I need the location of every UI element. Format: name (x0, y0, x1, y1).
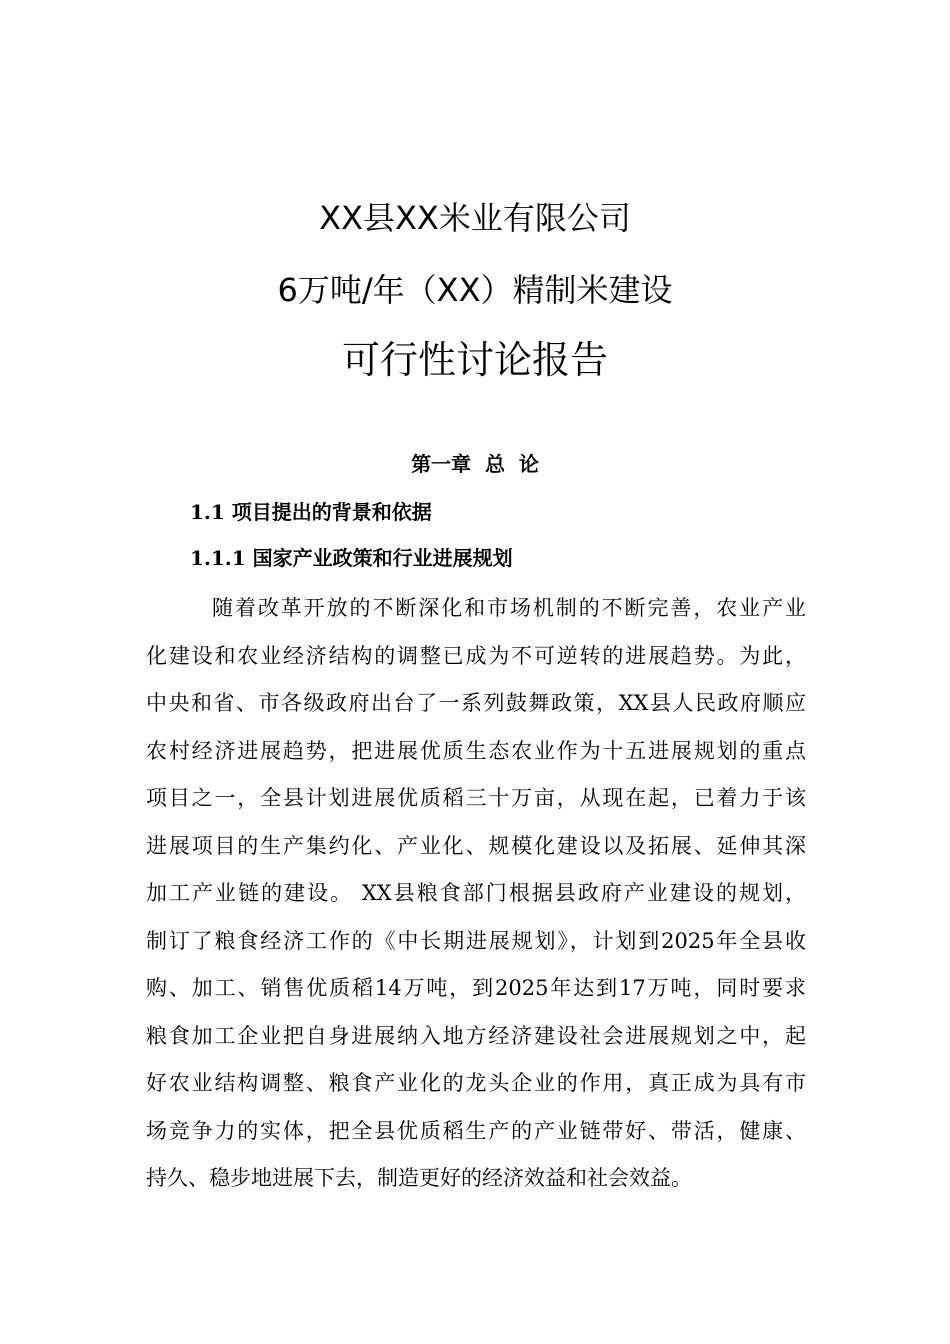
paragraph-line: 制订了粮食经济工作的《中长期进展规划》，计划到2025年全县收 (146, 928, 806, 953)
paragraph-line: 中央和省、市各级政府出台了一系列鼓舞政策，XX县人民政府顺应 (146, 691, 806, 715)
paragraph-line: 购、加工、销售优质稻14万吨，到2025年达到17万吨，同时要求 (146, 976, 806, 1000)
paragraph-line: 粮食加工企业把自身进展纳入地方经济建设社会进展规划之中，起 (146, 1023, 806, 1048)
section-heading-1-1-1: 1.1.1 国家产业政策和行业进展规划 (190, 546, 513, 570)
report-title-line-1: XX县XX米业有限公司 (319, 199, 631, 237)
paragraph-line: 场竞争力的实体，把全县优质稻生产的产业链带好、带活，健康、 (146, 1118, 806, 1143)
report-title-line-2: 6万吨/年（XX）精制米建设 (277, 271, 673, 309)
paragraph-line: 化建设和农业经济结构的调整已成为不可逆转的进展趋势。为此， (146, 643, 806, 668)
paragraph-line: 好农业结构调整、粮食产业化的龙头企业的作用，真正成为具有市 (146, 1071, 806, 1095)
paragraph-line: 加工产业链的建设。 XX县粮食部门根据县政府产业建设的规划， (146, 881, 806, 905)
paragraph-line: 随着改革开放的不断深化和市场机制的不断完善，农业产业 (212, 596, 806, 620)
chapter-heading: 第一章 总 论 (411, 452, 539, 476)
body-paragraph (146, 590, 806, 1208)
paragraph-line: 项目之一，全县计划进展优质稻三十万亩，从现在起，已着力于该 (146, 786, 806, 810)
paragraph-line: 进展项目的生产集约化、产业化、规模化建设以及拓展、延伸其深 (146, 833, 806, 858)
paragraph-line: 农村经济进展趋势，把进展优质生态农业作为十五进展规划的重点 (146, 738, 806, 763)
report-title-line-3: 可行性讨论报告 (341, 338, 608, 382)
section-heading-1-1: 1.1 项目提出的背景和依据 (190, 500, 432, 524)
paragraph-line: 持久、稳步地进展下去，制造更好的经济效益和社会效益。 (146, 1166, 692, 1190)
